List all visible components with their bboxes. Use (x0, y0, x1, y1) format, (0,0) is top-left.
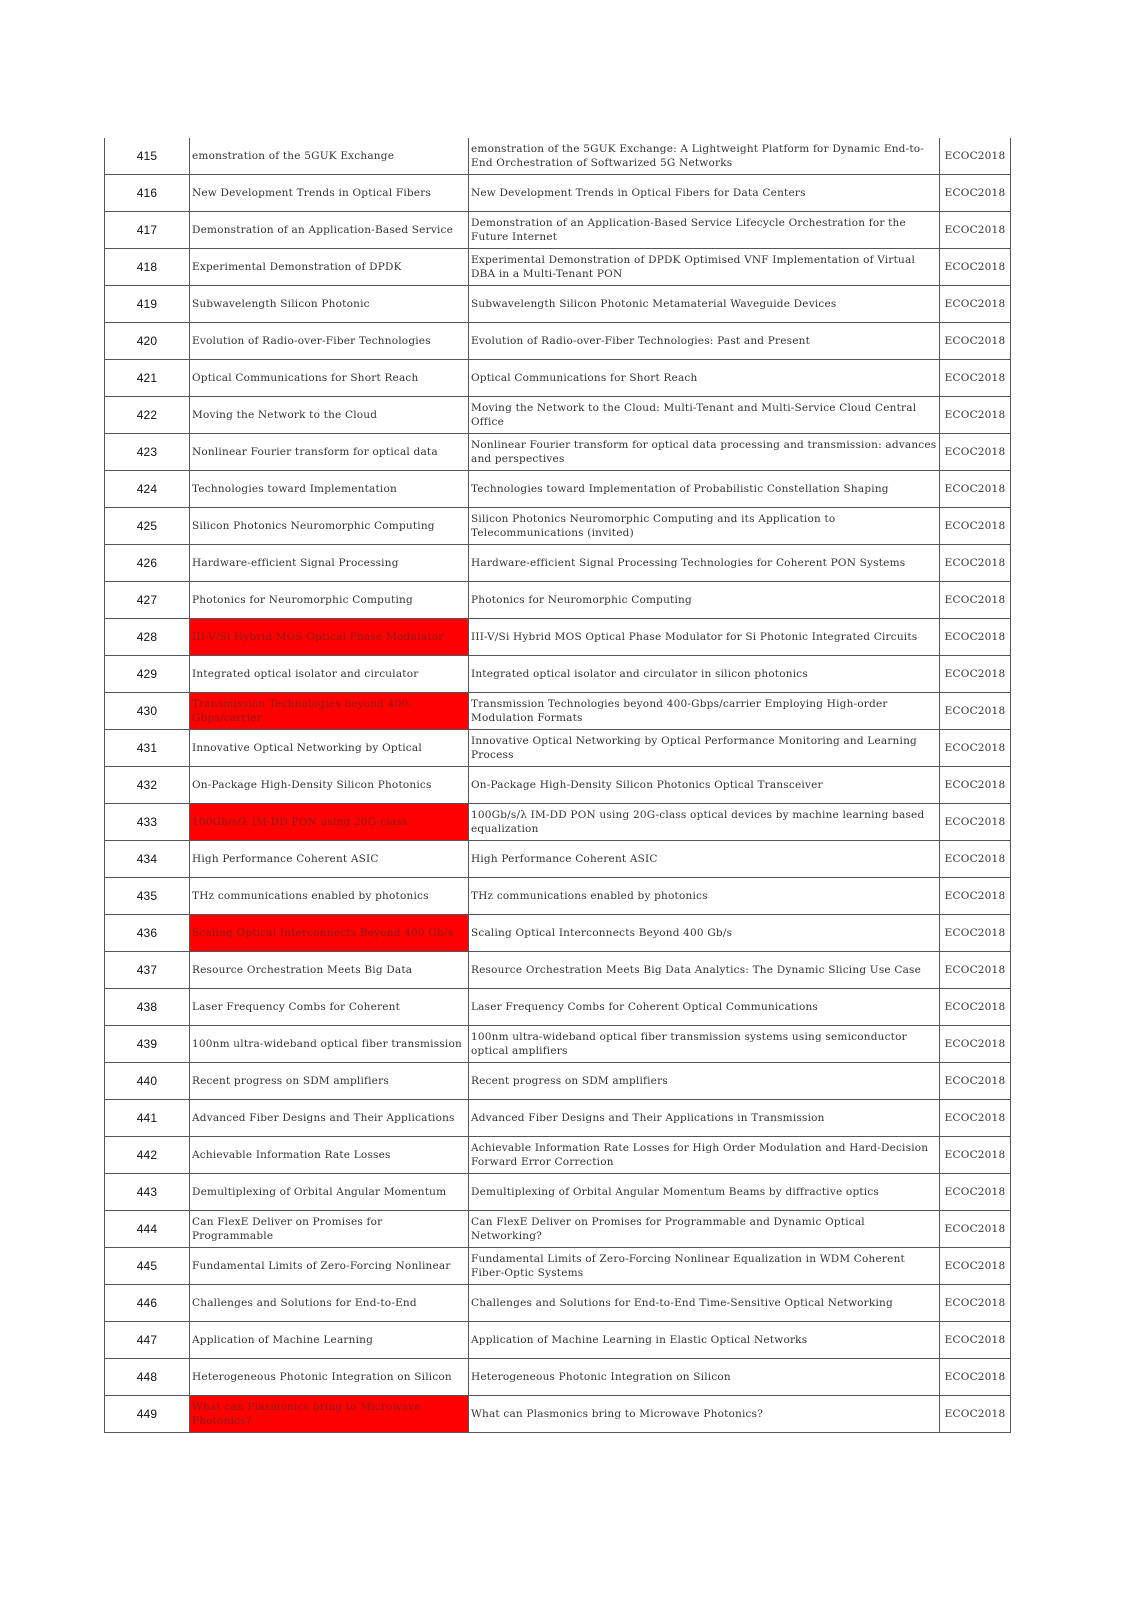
row-number-cell: 415 (105, 138, 190, 175)
full-title-cell: Demonstration of an Application-Based Service Lifecycle Orchestration for the Future Internet (469, 212, 940, 249)
row-number-cell: 432 (105, 767, 190, 804)
full-title-cell: Heterogeneous Photonic Integration on Silicon (469, 1359, 940, 1396)
row-number-cell: 421 (105, 360, 190, 397)
table-row (105, 619, 1011, 656)
table-row (105, 323, 1011, 360)
short-title-cell: What can Plasmonics bring to Microwave Photonics? (190, 1396, 469, 1433)
conference-cell: ECOC2018 (940, 1174, 1011, 1211)
short-title-cell: New Development Trends in Optical Fibers (190, 175, 469, 212)
row-number-cell: 431 (105, 730, 190, 767)
short-title-cell: Scaling Optical Interconnects Beyond 400 Gb/s (190, 915, 469, 952)
conference-cell: ECOC2018 (940, 434, 1011, 471)
table-row (105, 286, 1011, 323)
full-title-cell: Challenges and Solutions for End-to-End Time-Sensitive Optical Networking (469, 1285, 940, 1322)
row-number-cell: 422 (105, 397, 190, 434)
short-title-cell: On-Package High-Density Silicon Photonics (190, 767, 469, 804)
row-number-cell: 449 (105, 1396, 190, 1433)
row-number-cell: 426 (105, 545, 190, 582)
table-row (105, 545, 1011, 582)
full-title-cell: High Performance Coherent ASIC (469, 841, 940, 878)
short-title-cell: Laser Frequency Combs for Coherent (190, 989, 469, 1026)
table-row (105, 730, 1011, 767)
conference-cell: ECOC2018 (940, 1322, 1011, 1359)
full-title-cell: Resource Orchestration Meets Big Data Analytics: The Dynamic Slicing Use Case (469, 952, 940, 989)
conference-cell: ECOC2018 (940, 619, 1011, 656)
full-title-cell: 100nm ultra-wideband optical fiber transmission systems using semiconductor optical amplifiers (469, 1026, 940, 1063)
full-title-cell: Innovative Optical Networking by Optical Performance Monitoring and Learning Process (469, 730, 940, 767)
short-title-cell: Photonics for Neuromorphic Computing (190, 582, 469, 619)
conference-cell: ECOC2018 (940, 730, 1011, 767)
conference-cell: ECOC2018 (940, 1100, 1011, 1137)
conference-cell: ECOC2018 (940, 841, 1011, 878)
full-title-cell: Nonlinear Fourier transform for optical data processing and transmission: advances and perspectives (469, 434, 940, 471)
conference-cell: ECOC2018 (940, 397, 1011, 434)
short-title-cell: Moving the Network to the Cloud (190, 397, 469, 434)
row-number-cell: 430 (105, 693, 190, 730)
conference-cell: ECOC2018 (940, 508, 1011, 545)
conference-cell: ECOC2018 (940, 1211, 1011, 1248)
short-title-cell: emonstration of the 5GUK Exchange (190, 138, 469, 175)
conference-cell: ECOC2018 (940, 693, 1011, 730)
table-row (105, 212, 1011, 249)
short-title-cell: Achievable Information Rate Losses (190, 1137, 469, 1174)
short-title-cell: Fundamental Limits of Zero-Forcing Nonlinear (190, 1248, 469, 1285)
short-title-cell: Experimental Demonstration of DPDK (190, 249, 469, 286)
full-title-cell: Technologies toward Implementation of Probabilistic Constellation Shaping (469, 471, 940, 508)
short-title-cell: Resource Orchestration Meets Big Data (190, 952, 469, 989)
full-title-cell: III-V/Si Hybrid MOS Optical Phase Modulator for Si Photonic Integrated Circuits (469, 619, 940, 656)
conference-cell: ECOC2018 (940, 545, 1011, 582)
table-row (105, 915, 1011, 952)
short-title-cell: Recent progress on SDM amplifiers (190, 1063, 469, 1100)
full-title-cell: THz communications enabled by photonics (469, 878, 940, 915)
table-row (105, 1285, 1011, 1322)
row-number-cell: 443 (105, 1174, 190, 1211)
table-row (105, 952, 1011, 989)
conference-cell: ECOC2018 (940, 878, 1011, 915)
row-number-cell: 436 (105, 915, 190, 952)
table-row (105, 508, 1011, 545)
short-title-cell: Evolution of Radio-over-Fiber Technologies (190, 323, 469, 360)
full-title-cell: 100Gb/s/λ IM-DD PON using 20G-class optical devices by machine learning based equalization (469, 804, 940, 841)
full-title-cell: emonstration of the 5GUK Exchange: A Lightweight Platform for Dynamic End-to-End Orchestration of Softwarized 5G Networks (469, 138, 940, 175)
row-number-cell: 441 (105, 1100, 190, 1137)
full-title-cell: Advanced Fiber Designs and Their Applications in Transmission (469, 1100, 940, 1137)
row-number-cell: 429 (105, 656, 190, 693)
table-row (105, 1211, 1011, 1248)
full-title-cell: Recent progress on SDM amplifiers (469, 1063, 940, 1100)
conference-cell: ECOC2018 (940, 286, 1011, 323)
table-row (105, 1396, 1011, 1433)
full-title-cell: On-Package High-Density Silicon Photonics Optical Transceiver (469, 767, 940, 804)
full-title-cell: New Development Trends in Optical Fibers for Data Centers (469, 175, 940, 212)
table-row (105, 1137, 1011, 1174)
table-row (105, 582, 1011, 619)
table-row (105, 1174, 1011, 1211)
short-title-cell: THz communications enabled by photonics (190, 878, 469, 915)
full-title-cell: Subwavelength Silicon Photonic Metamaterial Waveguide Devices (469, 286, 940, 323)
row-number-cell: 442 (105, 1137, 190, 1174)
table-row (105, 360, 1011, 397)
short-title-cell: Application of Machine Learning (190, 1322, 469, 1359)
conference-cell: ECOC2018 (940, 915, 1011, 952)
full-title-cell: Transmission Technologies beyond 400-Gbps/carrier Employing High-order Modulation Formats (469, 693, 940, 730)
full-title-cell: Integrated optical isolator and circulator in silicon photonics (469, 656, 940, 693)
row-number-cell: 420 (105, 323, 190, 360)
full-title-cell: Achievable Information Rate Losses for High Order Modulation and Hard-Decision Forward Error Correction (469, 1137, 940, 1174)
conference-cell: ECOC2018 (940, 471, 1011, 508)
conference-cell: ECOC2018 (940, 1026, 1011, 1063)
row-number-cell: 434 (105, 841, 190, 878)
short-title-cell: Can FlexE Deliver on Promises for Programmable (190, 1211, 469, 1248)
table-row (105, 249, 1011, 286)
short-title-cell: Silicon Photonics Neuromorphic Computing (190, 508, 469, 545)
row-number-cell: 444 (105, 1211, 190, 1248)
conference-cell: ECOC2018 (940, 989, 1011, 1026)
row-number-cell: 446 (105, 1285, 190, 1322)
short-title-cell: Hardware-efficient Signal Processing (190, 545, 469, 582)
table-row (105, 1063, 1011, 1100)
row-number-cell: 440 (105, 1063, 190, 1100)
short-title-cell: 100nm ultra-wideband optical fiber transmission (190, 1026, 469, 1063)
conference-cell: ECOC2018 (940, 1396, 1011, 1433)
short-title-cell: Optical Communications for Short Reach (190, 360, 469, 397)
table-row (105, 656, 1011, 693)
conference-cell: ECOC2018 (940, 138, 1011, 175)
conference-cell: ECOC2018 (940, 582, 1011, 619)
short-title-cell: Technologies toward Implementation (190, 471, 469, 508)
full-title-cell: Optical Communications for Short Reach (469, 360, 940, 397)
conference-cell: ECOC2018 (940, 1063, 1011, 1100)
row-number-cell: 418 (105, 249, 190, 286)
conference-cell: ECOC2018 (940, 175, 1011, 212)
full-title-cell: Evolution of Radio-over-Fiber Technologies: Past and Present (469, 323, 940, 360)
row-number-cell: 437 (105, 952, 190, 989)
conference-cell: ECOC2018 (940, 1137, 1011, 1174)
conference-cell: ECOC2018 (940, 804, 1011, 841)
full-title-cell: Moving the Network to the Cloud: Multi-Tenant and Multi-Service Cloud Central Office (469, 397, 940, 434)
conference-cell: ECOC2018 (940, 212, 1011, 249)
conference-cell: ECOC2018 (940, 1359, 1011, 1396)
full-title-cell: Application of Machine Learning in Elastic Optical Networks (469, 1322, 940, 1359)
full-title-cell: Hardware-efficient Signal Processing Technologies for Coherent PON Systems (469, 545, 940, 582)
row-number-cell: 433 (105, 804, 190, 841)
table-row (105, 989, 1011, 1026)
short-title-cell: Integrated optical isolator and circulator (190, 656, 469, 693)
row-number-cell: 435 (105, 878, 190, 915)
full-title-cell: Scaling Optical Interconnects Beyond 400 Gb/s (469, 915, 940, 952)
conference-cell: ECOC2018 (940, 952, 1011, 989)
table-row (105, 1026, 1011, 1063)
conference-cell: ECOC2018 (940, 1285, 1011, 1322)
conference-cell: ECOC2018 (940, 1248, 1011, 1285)
row-number-cell: 438 (105, 989, 190, 1026)
table-row (105, 693, 1011, 730)
full-title-cell: Photonics for Neuromorphic Computing (469, 582, 940, 619)
table-row (105, 175, 1011, 212)
paper-list-table (104, 138, 1011, 1433)
table-body (105, 138, 1011, 1433)
row-number-cell: 425 (105, 508, 190, 545)
row-number-cell: 416 (105, 175, 190, 212)
table-row (105, 1100, 1011, 1137)
row-number-cell: 448 (105, 1359, 190, 1396)
conference-cell: ECOC2018 (940, 767, 1011, 804)
conference-cell: ECOC2018 (940, 656, 1011, 693)
short-title-cell: 100Gb/s/λ IM-DD PON using 20G-class (190, 804, 469, 841)
table-row (105, 841, 1011, 878)
table-row (105, 397, 1011, 434)
conference-cell: ECOC2018 (940, 249, 1011, 286)
table-row (105, 1359, 1011, 1396)
table-row (105, 471, 1011, 508)
conference-cell: ECOC2018 (940, 360, 1011, 397)
table-row (105, 1322, 1011, 1359)
table-row (105, 434, 1011, 471)
table-row (105, 138, 1011, 175)
short-title-cell: Demultiplexing of Orbital Angular Momentum (190, 1174, 469, 1211)
short-title-cell: High Performance Coherent ASIC (190, 841, 469, 878)
row-number-cell: 428 (105, 619, 190, 656)
table-row (105, 767, 1011, 804)
table-row (105, 804, 1011, 841)
row-number-cell: 447 (105, 1322, 190, 1359)
row-number-cell: 417 (105, 212, 190, 249)
row-number-cell: 419 (105, 286, 190, 323)
full-title-cell: Can FlexE Deliver on Promises for Programmable and Dynamic Optical Networking? (469, 1211, 940, 1248)
full-title-cell: Silicon Photonics Neuromorphic Computing and its Application to Telecommunications (invited) (469, 508, 940, 545)
full-title-cell: Laser Frequency Combs for Coherent Optical Communications (469, 989, 940, 1026)
short-title-cell: Demonstration of an Application-Based Service (190, 212, 469, 249)
short-title-cell: Innovative Optical Networking by Optical (190, 730, 469, 767)
table-row (105, 878, 1011, 915)
row-number-cell: 424 (105, 471, 190, 508)
table-row (105, 1248, 1011, 1285)
short-title-cell: Challenges and Solutions for End-to-End (190, 1285, 469, 1322)
row-number-cell: 427 (105, 582, 190, 619)
short-title-cell: Heterogeneous Photonic Integration on Silicon (190, 1359, 469, 1396)
row-number-cell: 439 (105, 1026, 190, 1063)
full-title-cell: Demultiplexing of Orbital Angular Momentum Beams by diffractive optics (469, 1174, 940, 1211)
short-title-cell: Transmission Technologies beyond 400-Gbps/carrier (190, 693, 469, 730)
row-number-cell: 423 (105, 434, 190, 471)
row-number-cell: 445 (105, 1248, 190, 1285)
full-title-cell: What can Plasmonics bring to Microwave Photonics? (469, 1396, 940, 1433)
conference-cell: ECOC2018 (940, 323, 1011, 360)
short-title-cell: III-V/Si Hybrid MOS Optical Phase Modulator (190, 619, 469, 656)
short-title-cell: Subwavelength Silicon Photonic (190, 286, 469, 323)
short-title-cell: Nonlinear Fourier transform for optical data (190, 434, 469, 471)
full-title-cell: Experimental Demonstration of DPDK Optimised VNF Implementation of Virtual DBA in a Multi-Tenant PON (469, 249, 940, 286)
short-title-cell: Advanced Fiber Designs and Their Applications (190, 1100, 469, 1137)
full-title-cell: Fundamental Limits of Zero-Forcing Nonlinear Equalization in WDM Coherent Fiber-Optic Systems (469, 1248, 940, 1285)
